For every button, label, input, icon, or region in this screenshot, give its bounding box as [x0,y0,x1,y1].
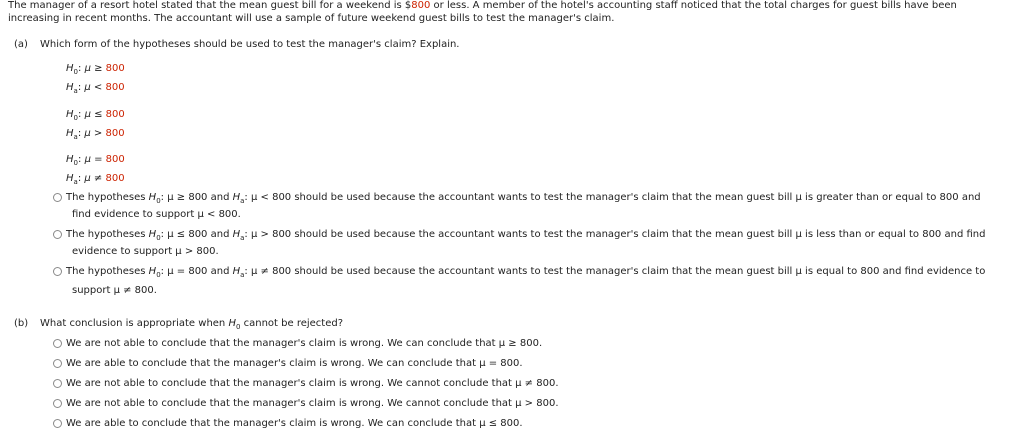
part-b-option-4-text: We are not able to conclude that the manager's claim is wrong. We cannot conclude that μ > 800. [66,398,559,409]
part-a-option-1-line2: find evidence to support μ < 800. [72,209,241,220]
h0-subscript: 0 [73,114,78,122]
colon: : [77,82,82,93]
part-a-option-3-line1 [66,266,985,279]
colon: : [78,63,82,74]
ha-line [66,171,125,190]
part-b-option-1-radio[interactable] [53,339,62,348]
option-ha: μ ≠ 800 [250,266,292,277]
part-a-option-1-line1 [66,192,981,205]
h0-value: 800 [105,63,125,74]
option-pre: The hypotheses [66,266,149,277]
ha-line [66,80,125,99]
ha-subscript: a [240,271,245,279]
part-b-prompt [40,318,343,331]
part-b-option-1-text: We are not able to conclude that the manager's claim is wrong. We can conclude that μ ≥ 800. [66,338,543,349]
option-mid: and [207,192,233,203]
part-b-option-5-radio[interactable] [53,419,62,428]
colon: : [160,266,165,277]
hypothesis-set-2 [66,107,125,145]
part-a-option-1-radio[interactable] [53,193,62,202]
option-explanation: should be used because the accountant wants to test the manager's claim that the mean guest bill μ is equal to 800 and find evidence to [291,266,986,277]
h0-operator: μ = [84,154,103,165]
option-h0: μ ≤ 800 [167,229,208,240]
option-h0: μ ≥ 800 [167,192,208,203]
h-symbol: H [66,109,74,120]
option-pre: The hypotheses [66,192,149,203]
h-symbol: H [66,63,74,74]
part-b-option-3-radio[interactable] [53,379,62,388]
h0-subscript: 0 [156,271,161,279]
option-explanation: should be used because the accountant wants to test the manager's claim that the mean guest bill μ is greater than or equal to 800 and [291,192,981,203]
h0-line [66,61,125,80]
part-b-option-3-text: We are not able to conclude that the manager's claim is wrong. We cannot conclude that μ ≠ 800. [66,378,559,389]
part-a-option-2-line1 [66,229,985,242]
part-a-option-2-line2: evidence to support μ > 800. [72,246,219,257]
h0-operator: μ ≤ [84,109,103,120]
hypothesis-set-1 [66,61,125,99]
part-b-option-5-text: We are able to conclude that the manager's claim is wrong. We can conclude that μ ≤ 800. [66,418,523,429]
part-a-option-3-radio[interactable] [53,267,62,276]
h0-subscript: 0 [73,68,78,76]
part-b-option-4-radio[interactable] [53,399,62,408]
h-symbol: H [66,173,74,184]
h-symbol: H [66,154,74,165]
ha-value: 800 [105,173,125,184]
option-ha: μ < 800 [250,192,292,203]
part-b-option-2-radio[interactable] [53,359,62,368]
colon: : [244,192,248,203]
intro-text-b: or less. A member of the hotel's accounting staff noticed that the total charges for guest bills have been [430,0,957,11]
ha-value: 800 [105,128,125,139]
h0-subscript: 0 [235,323,241,331]
question-intro-line2: increasing in recent months. The accountant will use a sample of future weekend guest bills to test the manager's claim. [8,13,615,24]
h0-value: 800 [105,154,125,165]
option-ha: μ > 800 [250,229,292,240]
option-h0: μ = 800 [167,266,208,277]
part-b-label: (b) [14,318,29,329]
hypothesis-set-3 [66,152,125,190]
intro-text-a: The manager of a resort hotel stated that the mean guest bill for a weekend is $ [8,0,412,11]
part-b-option-2-text: We are able to conclude that the manager's claim is wrong. We can conclude that μ = 800. [66,358,523,369]
part-a-prompt: Which form of the hypotheses should be used to test the manager's claim? Explain. [40,39,460,50]
colon: : [244,229,248,240]
ha-subscript: a [240,197,245,205]
option-pre: The hypotheses [66,229,149,240]
ha-value: 800 [105,82,125,93]
h-symbol: H [66,128,74,139]
ha-operator: μ < [84,82,103,93]
part-a-option-2-radio[interactable] [53,230,62,239]
ha-subscript: a [73,87,78,95]
option-mid: and [207,266,233,277]
ha-operator: μ > [84,128,103,139]
colon: : [78,154,82,165]
question-intro-line1 [8,0,957,11]
part-a-label: (a) [14,39,28,50]
colon: : [244,266,248,277]
ha-operator: μ ≠ [84,173,103,184]
ha-line [66,126,125,145]
h0-subscript: 0 [156,197,161,205]
ha-subscript: a [73,133,78,141]
colon: : [160,192,165,203]
h-symbol: H [148,192,157,203]
h0-line [66,152,125,171]
part-a-option-3-line2: support μ ≠ 800. [72,285,157,296]
intro-amount: 800 [411,0,431,11]
prompt-post: cannot be rejected? [240,318,344,329]
h0-subscript: 0 [73,159,78,167]
colon: : [78,109,82,120]
h-symbol: H [228,318,236,329]
colon: : [160,229,165,240]
h-symbol: H [232,229,241,240]
h-symbol: H [148,266,157,277]
h-symbol: H [232,266,241,277]
ha-subscript: a [73,178,78,186]
h-symbol: H [66,82,74,93]
option-explanation: should be used because the accountant wants to test the manager's claim that the mean guest bill μ is less than or equal to 800 and find [291,229,986,240]
colon: : [77,173,82,184]
prompt-pre: What conclusion is appropriate when [40,318,229,329]
h-symbol: H [148,229,157,240]
h-symbol: H [232,192,241,203]
option-mid: and [207,229,233,240]
colon: : [77,128,82,139]
h0-operator: μ ≥ [84,63,103,74]
h0-subscript: 0 [156,234,161,242]
h0-line [66,107,125,126]
ha-subscript: a [240,234,245,242]
h0-value: 800 [105,109,125,120]
